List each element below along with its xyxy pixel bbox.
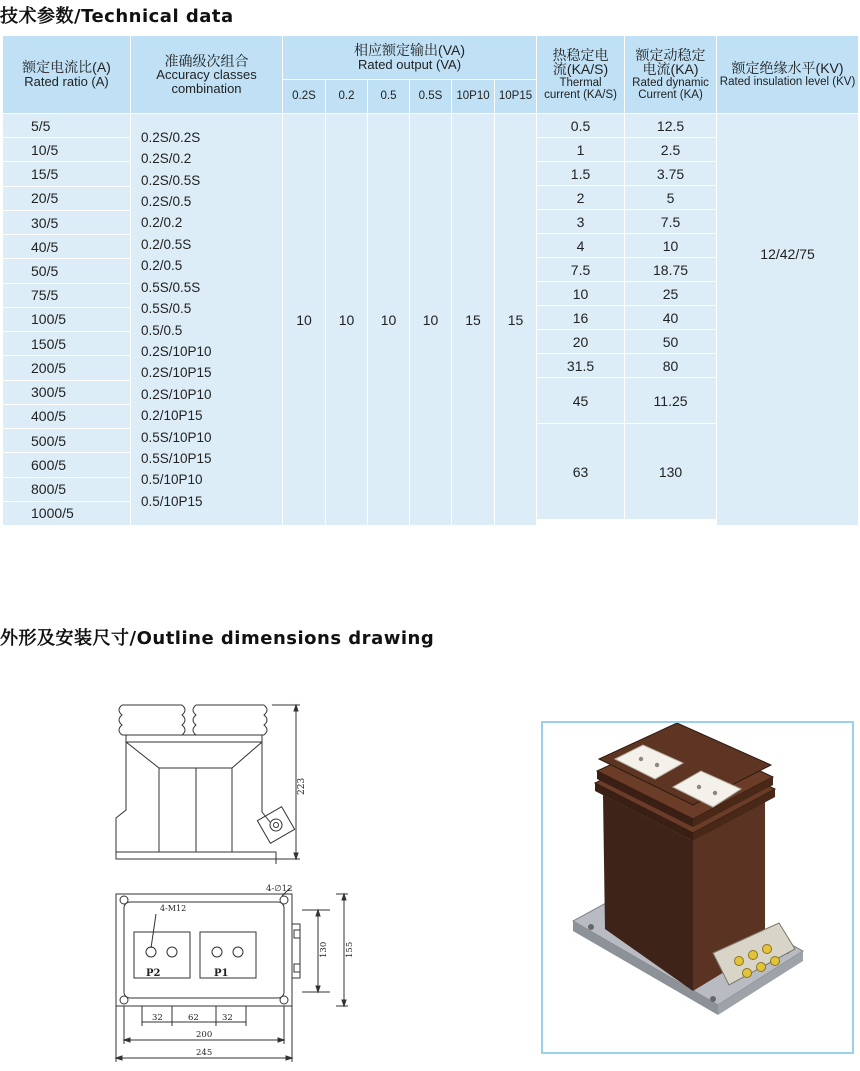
ratio-cell: 30/5 [3, 211, 130, 235]
thermal-cell: 20 [537, 330, 625, 354]
accuracy-cell: 0.5/10P10 [141, 472, 203, 488]
header-accuracy: 准确级次组合 Accuracy classes combination [131, 36, 283, 114]
accuracy-cell: 0.2S/10P15 [141, 365, 212, 381]
thermal-cell: 0.5 [537, 114, 625, 138]
section-heading-outline: 外形及安装尺寸/Outline dimensions drawing [0, 628, 435, 649]
accuracy-cell: 0.5/0.5 [141, 322, 183, 338]
ratio-cell: 75/5 [3, 284, 130, 308]
header-output-0-2s: 0.2S [283, 80, 326, 114]
ratio-cell: 100/5 [3, 308, 130, 332]
output-value-0-2: 10 [326, 114, 368, 526]
header-output-10p10: 10P10 [452, 80, 495, 114]
section-heading-technical: 技术参数/Technical data [0, 6, 234, 27]
dynamic-cell: 40 [625, 306, 717, 330]
ratio-cell: 150/5 [3, 332, 130, 356]
header-insulation-level: 额定绝缘水平(KV) Rated insulation level (KV) [717, 36, 859, 114]
product-photo [541, 721, 854, 1054]
thermal-cell: 10 [537, 282, 625, 306]
accuracy-cell: 0.2/0.5 [141, 258, 183, 274]
dim-130-label: 130 [319, 941, 329, 958]
accuracy-column [131, 114, 283, 526]
dynamic-cell: 5 [625, 186, 717, 210]
ratio-cell: 20/5 [3, 187, 130, 211]
thermal-cell: 16 [537, 306, 625, 330]
ratio-cell: 800/5 [3, 478, 130, 502]
ratio-cell: 50/5 [3, 259, 130, 283]
dynamic-cell: 12.5 [625, 114, 717, 138]
ratio-cell: 15/5 [3, 162, 130, 186]
header-output-10p15: 10P15 [495, 80, 537, 114]
header-dynamic-current: 额定动稳定 电流(KA) Rated dynamic Current (KA) [625, 36, 717, 114]
dynamic-cell: 10 [625, 234, 717, 258]
accuracy-cell: 0.5S/10P10 [141, 429, 212, 445]
ratio-cell: 400/5 [3, 405, 130, 429]
dim-200-label: 200 [196, 1030, 213, 1040]
dynamic-cell: 18.75 [625, 258, 717, 282]
ratio-cell: 5/5 [3, 114, 130, 138]
accuracy-cell: 0.2S/0.5 [141, 194, 192, 210]
thermal-cell: 31.5 [537, 354, 625, 378]
accuracy-cell: 0.2S/10P10 [141, 386, 212, 402]
dim-62-label: 62 [188, 1013, 199, 1023]
output-value-0-5s: 10 [410, 114, 452, 526]
dim-height-label: 223 [297, 777, 307, 795]
accuracy-cell: 0.5/10P15 [141, 493, 203, 509]
dim-245-label: 245 [196, 1048, 213, 1058]
accuracy-cell: 0.2S/0.2 [141, 151, 192, 167]
dim-155-label: 155 [345, 941, 355, 958]
header-rated-output: 相应额定输出(VA) Rated output (VA) [283, 36, 537, 80]
dim-thread-label: 4-M12 [160, 904, 187, 913]
dynamic-cell: 25 [625, 282, 717, 306]
header-output-0-5s: 0.5S [410, 80, 452, 114]
accuracy-cell: 0.2/0.5S [141, 236, 192, 252]
thermal-cell: 7.5 [537, 258, 625, 282]
accuracy-cell: 0.2S/0.5S [141, 172, 201, 188]
dynamic-cell: 11.25 [625, 378, 717, 424]
ratio-column [3, 114, 131, 526]
thermal-cell: 1 [537, 138, 625, 162]
header-output-0-2: 0.2 [326, 80, 368, 114]
accuracy-cell: 0.2S/10P10 [141, 343, 212, 359]
output-value-10p10: 15 [452, 114, 495, 526]
thermal-cell: 2 [537, 186, 625, 210]
header-thermal-current: 热稳定电 流(KA/S) Thermal current (KA/S) [537, 36, 625, 114]
ratio-cell: 10/5 [3, 138, 130, 162]
output-value-0-5: 10 [368, 114, 410, 526]
accuracy-cell: 0.2/0.2 [141, 215, 183, 231]
accuracy-cell: 0.5S/10P15 [141, 450, 212, 466]
thermal-cell: 63 [537, 424, 625, 520]
dynamic-cell: 80 [625, 354, 717, 378]
dim-32b-label: 32 [222, 1013, 233, 1023]
dynamic-cell: 50 [625, 330, 717, 354]
thermal-cell: 45 [537, 378, 625, 424]
plan-view-drawing [104, 880, 364, 1066]
accuracy-cell: 0.2/10P15 [141, 408, 203, 424]
dim-holes-label: 4-∅12 [266, 884, 293, 894]
dim-32a-label: 32 [152, 1013, 163, 1023]
dynamic-cell: 7.5 [625, 210, 717, 234]
terminal-p2-label: P2 [146, 968, 161, 979]
ratio-cell: 500/5 [3, 429, 130, 453]
ratio-cell: 1000/5 [31, 505, 74, 522]
thermal-cell: 1.5 [537, 162, 625, 186]
accuracy-cell: 0.2S/0.2S [141, 129, 201, 145]
dynamic-cell: 3.75 [625, 162, 717, 186]
technical-data-table [2, 35, 859, 526]
ratio-cell: 40/5 [3, 235, 130, 259]
accuracy-cell: 0.5S/0.5S [141, 279, 201, 295]
header-output-0-5: 0.5 [368, 80, 410, 114]
ratio-cell: 600/5 [3, 453, 130, 477]
dynamic-cell: 130 [625, 424, 717, 520]
ratio-cell: 300/5 [3, 381, 130, 405]
thermal-cell: 4 [537, 234, 625, 258]
header-rated-ratio: 额定电流比(A) Rated ratio (A) [3, 36, 131, 114]
output-value-10p15: 15 [495, 114, 537, 526]
insulation-level-value: 12/42/75 [717, 114, 859, 526]
ratio-cell: 200/5 [3, 356, 130, 380]
output-value-0-2s: 10 [283, 114, 326, 526]
accuracy-cell: 0.5S/0.5 [141, 301, 192, 317]
dynamic-cell: 2.5 [625, 138, 717, 162]
front-elevation-drawing [104, 700, 314, 865]
terminal-p1-label: P1 [214, 968, 229, 979]
thermal-cell: 3 [537, 210, 625, 234]
